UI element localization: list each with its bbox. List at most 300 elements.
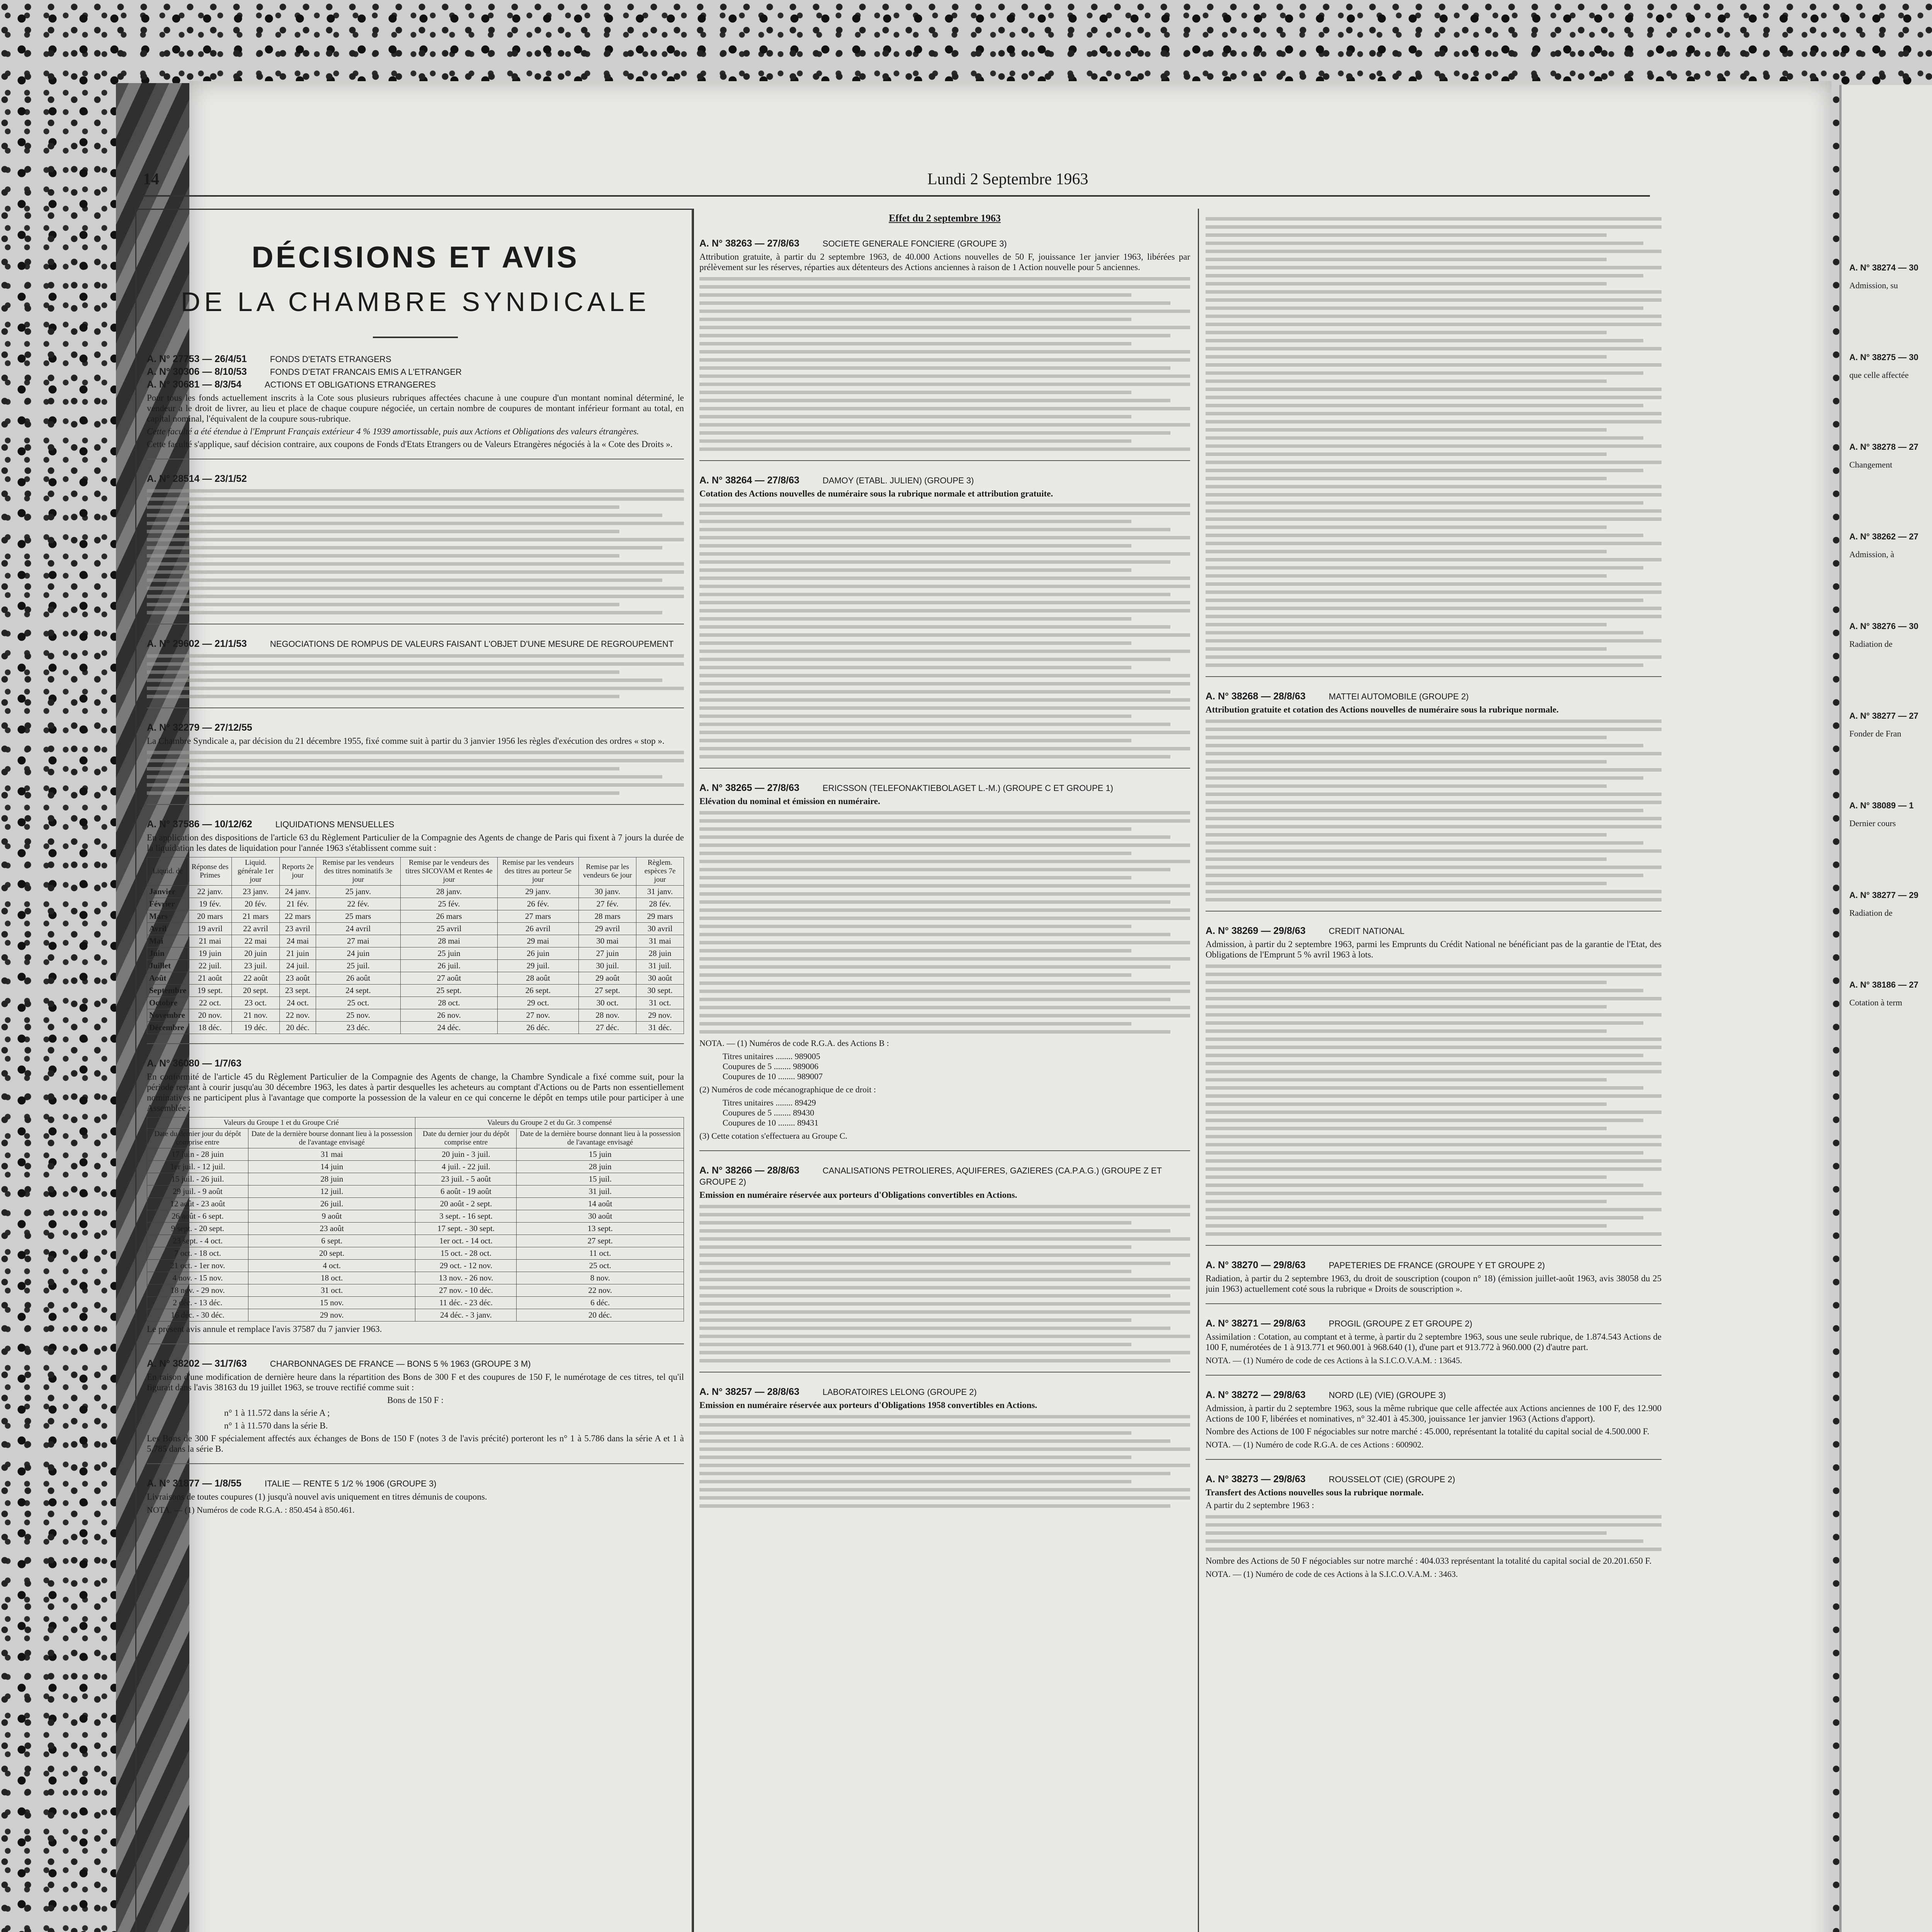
code-line: Coupures de 5 ........ 989006	[723, 1061, 819, 1071]
table-cell: 23 août	[280, 972, 316, 985]
notice-subject: LIQUIDATIONS MENSUELLES	[275, 820, 395, 829]
table-row	[147, 1210, 684, 1223]
notice-paragraph: La Chambre Syndicale a, par décision du 21 décembre 1955, fixé comme suit à partir du 3 janvier 1956 les règles d'exécution des ordres « stop ».	[147, 736, 665, 746]
notice-number: A. N° 38265 — 27/8/63	[699, 782, 799, 793]
table-cell: 28 fév.	[636, 898, 684, 910]
table-cell: Décembre	[147, 1022, 189, 1034]
notice-fragment: Radiation de	[1849, 639, 1893, 649]
table-body	[147, 886, 684, 1034]
notice-number: A. N° 29602 — 21/1/53	[147, 638, 247, 649]
notice-number: A. N° 38277 — 29	[1849, 890, 1918, 900]
table-cell: 24 oct.	[280, 997, 316, 1009]
notice-number: A. N° 38276 — 30	[1849, 621, 1918, 631]
table-cell: 30 août	[517, 1210, 684, 1223]
separator	[147, 804, 684, 805]
notice-subject: SOCIETE GENERALE FONCIERE (GROUPE 3)	[822, 239, 1007, 248]
table-cell: 27 fév.	[579, 898, 636, 910]
table-cell: 28 mars	[579, 910, 636, 923]
table-cell: Septembre	[147, 985, 189, 997]
table-cell: 11 déc. - 23 déc.	[415, 1297, 517, 1309]
table-cell: Octobre	[147, 997, 189, 1009]
table-row	[147, 910, 684, 923]
table-cell: 29 oct.	[497, 997, 579, 1009]
notice-ref	[699, 1386, 1190, 1398]
table-cell: 20 sept.	[231, 985, 280, 997]
table-cell: 27 nov.	[497, 1009, 579, 1022]
table-row	[147, 947, 684, 960]
table-cell: 27 juin	[579, 947, 636, 960]
notice-number: A. N° 28514 — 23/1/52	[147, 473, 247, 484]
code-line: Titres unitaires ........ 89429	[723, 1098, 816, 1107]
table-cell: 15 oct. - 28 oct.	[415, 1247, 517, 1260]
notice-fragment: Changement	[1849, 460, 1893, 469]
table-cell: 26 mars	[401, 910, 497, 923]
notice-ref	[699, 782, 1190, 794]
notice-number: A. N° 38269 — 29/8/63	[1206, 925, 1306, 936]
notice-fragment: Admission, à	[1849, 549, 1895, 559]
table-cell: 4 oct.	[248, 1260, 415, 1272]
notice-number: A. N° 38268 — 28/8/63	[1206, 691, 1306, 702]
table-cell: 29 mai	[497, 935, 579, 947]
table-body	[147, 1148, 684, 1321]
table-row	[147, 1173, 684, 1185]
table-header: Remise par le vendeurs des titres SICOVAM et Rentes 4e jour	[401, 857, 497, 886]
table-cell: 26 avril	[497, 923, 579, 935]
table-cell: 31 juil.	[517, 1185, 684, 1198]
table-cell: 25 sept.	[401, 985, 497, 997]
table-cell: Juin	[147, 947, 189, 960]
notice-paragraph: Transfert des Actions nouvelles sous la rubrique normale.	[1206, 1488, 1424, 1497]
table-cell: 28 juin	[636, 947, 684, 960]
table-cell: 30 avril	[636, 923, 684, 935]
table-cell: 23 oct.	[231, 997, 280, 1009]
table-row	[147, 1185, 684, 1198]
table-row	[147, 1284, 684, 1297]
illegible-text-block	[1206, 1515, 1662, 1551]
code-line: Coupures de 10 ........ 989007	[723, 1071, 823, 1081]
section-subtitle: DE LA CHAMBRE SYNDICALE	[180, 287, 650, 317]
table-header: Remise par les vendeurs des titres au porteur 5e jour	[497, 857, 579, 886]
notice-number: A. N° 30681 — 8/3/54	[147, 379, 242, 390]
table-header-row	[147, 1117, 684, 1129]
table-cell: 22 avril	[231, 923, 280, 935]
table-cell: Février	[147, 898, 189, 910]
column-a	[147, 213, 684, 1932]
table-cell: 29 juil.	[497, 960, 579, 972]
table-cell: 27 mars	[497, 910, 579, 923]
table-cell: 18 déc.	[189, 1022, 231, 1034]
title-rule	[373, 337, 458, 338]
table-cell: 31 oct.	[248, 1284, 415, 1297]
liquidation-table	[147, 857, 684, 1034]
table-cell: 27 août	[401, 972, 497, 985]
notice-number: A. N° 36080 — 1/7/63	[147, 1058, 242, 1069]
notice-number: A. N° 32279 — 27/12/55	[147, 722, 252, 733]
table-cell: Août	[147, 972, 189, 985]
table-cell: 19 avril	[189, 923, 231, 935]
notice-number: A. N° 38262 — 27	[1849, 532, 1918, 541]
page-header	[189, 81, 1673, 112]
table-cell: 20 sept.	[248, 1247, 415, 1260]
table-cell: 23 janv.	[231, 886, 280, 898]
table-row	[147, 1198, 684, 1210]
table-cell: 28 oct.	[401, 997, 497, 1009]
notice-number: A. N° 38257 — 28/8/63	[699, 1386, 799, 1397]
code-line: Coupures de 5 ........ 89430	[723, 1108, 815, 1117]
notice-ref	[699, 238, 1190, 249]
table-cell: 25 oct.	[316, 997, 401, 1009]
code-line: Titres unitaires ........ 989005	[723, 1051, 820, 1061]
table-cell: 28 nov.	[579, 1009, 636, 1022]
notice-subject: DAMOY (ETABL. JULIEN) (GROUPE 3)	[822, 476, 974, 485]
notice-subject: FONDS D'ETATS ETRANGERS	[270, 354, 391, 364]
table-cell: 24 juil.	[280, 960, 316, 972]
table-cell: 20 juin	[231, 947, 280, 960]
table-row	[147, 935, 684, 947]
column-c	[1206, 213, 1662, 1932]
table-cell: 20 août - 2 sept.	[415, 1198, 517, 1210]
notice-footnote: NOTA. — (1) Numéros de code R.G.A. des Actions B :	[699, 1038, 889, 1048]
separator	[1206, 911, 1662, 912]
table-cell: 28 mai	[401, 935, 497, 947]
table-row	[147, 1235, 684, 1247]
table-cell: 15 juil. - 26 juil.	[147, 1173, 248, 1185]
table-cell: 8 nov.	[517, 1272, 684, 1284]
table-cell: 24 sept.	[316, 985, 401, 997]
table-cell: 13 nov. - 26 nov.	[415, 1272, 517, 1284]
table-header-row	[147, 857, 684, 886]
table-cell: 17 sept. - 30 sept.	[415, 1223, 517, 1235]
table-cell: 30 oct.	[579, 997, 636, 1009]
notice-footnote: NOTA. — (1) Numéro de code de ces Actions à la S.I.C.O.V.A.M. : 3463.	[1206, 1569, 1458, 1579]
illegible-text-block	[699, 1205, 1190, 1362]
table-header-row	[147, 1129, 684, 1148]
table-header: Date du dernier jour du dépôt comprise entre	[147, 1129, 248, 1148]
notice-paragraph: Cotation des Actions nouvelles de numéraire sous la rubrique normale et attribution gratuite.	[699, 489, 1053, 498]
table-cell: 4 juil. - 22 juil.	[415, 1161, 517, 1173]
table-cell: 30 mai	[579, 935, 636, 947]
notice-number: A. N° 38266 — 28/8/63	[699, 1165, 799, 1176]
table-cell: 24 déc. - 3 janv.	[415, 1309, 517, 1321]
illegible-text-block	[147, 489, 684, 614]
table-row	[147, 898, 684, 910]
table-cell: 30 juil.	[579, 960, 636, 972]
table-cell: 18 oct.	[248, 1272, 415, 1284]
table-cell: 31 mai	[636, 935, 684, 947]
table-row	[147, 923, 684, 935]
table-cell: 24 avril	[316, 923, 401, 935]
notice-paragraph: En application des dispositions de l'article 63 du Règlement Particulier de la Compagnie des Agents de change de Paris qui fixent à 7 jours la durée de la liquidation les dates de liquidation pour l'année 1963 s'établissent comme suit :	[147, 833, 684, 853]
table-header: Date de la dernière bourse donnant lieu à la possession de l'avantage envisagé	[248, 1129, 415, 1148]
table-cell: 30 août	[636, 972, 684, 985]
header-rule	[143, 195, 1650, 197]
table-cell: 22 juil.	[189, 960, 231, 972]
separator	[699, 460, 1190, 461]
table-cell: 29 août	[579, 972, 636, 985]
table-cell: 1er juil. - 12 juil.	[147, 1161, 248, 1173]
notice-footnote: (3) Cette cotation s'effectuera au Groupe C.	[699, 1131, 847, 1141]
table-header: Liquid. de	[147, 857, 189, 886]
table-cell: 27 déc.	[579, 1022, 636, 1034]
table-header: Valeurs du Groupe 1 et du Groupe Crié	[147, 1117, 415, 1129]
notice-ref	[1206, 1474, 1662, 1485]
table-cell: 2 déc. - 13 déc.	[147, 1297, 248, 1309]
table-header: Reports 2e jour	[280, 857, 316, 886]
separator	[1206, 676, 1662, 677]
table-row	[147, 1223, 684, 1235]
notice-number: A. N° 38263 — 27/8/63	[699, 238, 799, 249]
notice-subject: NORD (LE) (VIE) (GROUPE 3)	[1328, 1390, 1446, 1400]
separator	[147, 707, 684, 708]
table-row	[147, 1260, 684, 1272]
table-cell: 21 août	[189, 972, 231, 985]
table-cell: 24 déc.	[401, 1022, 497, 1034]
table-cell: 24 janv.	[280, 886, 316, 898]
notice-paragraph: Les Bons de 300 F spécialement affectés aux échanges de Bons de 150 F (notes 3 de l'avis précité) porteront les n° 1 à 5.786 dans la série A et 1 à 5.785 dans la série B.	[147, 1434, 684, 1454]
table-cell: 1er oct. - 14 oct.	[415, 1235, 517, 1247]
illegible-text-block	[1206, 217, 1662, 667]
notice-subject: ITALIE — RENTE 5 1/2 % 1906 (GROUPE 3)	[264, 1479, 437, 1488]
notice-footnote: (2) Numéros de code mécanographique de ce droit :	[699, 1085, 876, 1094]
table-cell: 22 nov.	[280, 1009, 316, 1022]
table-cell: 29 janv.	[497, 886, 579, 898]
notice-number: A. N° 38278 — 27	[1849, 442, 1918, 452]
table-cell: 29 mars	[636, 910, 684, 923]
table-cell: 23 juil.	[231, 960, 280, 972]
table-cell: 9 août	[248, 1210, 415, 1223]
table-cell: 19 juin	[189, 947, 231, 960]
notice-fragment: Fonder de Fran	[1849, 729, 1901, 738]
table-cell: 30 janv.	[579, 886, 636, 898]
notice-paragraph: Admission, à partir du 2 septembre 1963, sous la même rubrique que celle affectée aux Actions anciennes de 100 F, des 12.900 Actions de 100 F, libérées et nominatives, n° 32.401 à 45.300, jouissance 1er janvier 1963 (Actions d'apport).	[1206, 1403, 1662, 1423]
notice-ref	[1206, 1389, 1662, 1401]
issue-date: Lundi 2 Septembre 1963	[927, 170, 1088, 188]
assembly-deposit-table	[147, 1117, 684, 1321]
table-cell: 14 juin	[248, 1161, 415, 1173]
table-header: Valeurs du Groupe 2 et du Gr. 3 compensé	[415, 1117, 684, 1129]
table-cell: 22 mars	[280, 910, 316, 923]
table-cell: 27 sept.	[579, 985, 636, 997]
notice-number: A. N° 38277 — 27	[1849, 711, 1918, 721]
table-cell: 21 juin	[280, 947, 316, 960]
table-cell: 20 juin - 3 juil.	[415, 1148, 517, 1161]
notice-ref	[147, 379, 684, 390]
table-cell: 30 sept.	[636, 985, 684, 997]
table-cell: 29 nov.	[636, 1009, 684, 1022]
table-cell: 22 oct.	[189, 997, 231, 1009]
separator	[147, 1463, 684, 1464]
table-cell: 26 juin	[497, 947, 579, 960]
notice-fragment: Cotation à term	[1849, 998, 1902, 1007]
table-cell: 23 juil. - 5 août	[415, 1173, 517, 1185]
notice-fragment: Radiation de	[1849, 908, 1893, 918]
table-cell: 20 déc.	[280, 1022, 316, 1034]
notice-paragraph: Emission en numéraire réservée aux porteurs d'Obligations convertibles en Actions.	[699, 1190, 1017, 1200]
notice-fragment: que celle affectée	[1849, 370, 1909, 380]
table-cell: 4 nov. - 15 nov.	[147, 1272, 248, 1284]
notice-number: A. N° 38264 — 27/8/63	[699, 475, 799, 486]
table-cell: 6 sept.	[248, 1235, 415, 1247]
adjacent-page	[1839, 85, 1932, 1932]
table-cell: 7 oct. - 18 oct.	[147, 1247, 248, 1260]
table-row	[147, 1297, 684, 1309]
notice-subject: CREDIT NATIONAL	[1328, 926, 1405, 936]
table-cell: 25 juil.	[316, 960, 401, 972]
table-cell: 25 mars	[316, 910, 401, 923]
notice-fragment: Dernier cours	[1849, 818, 1896, 828]
notice-subject: ACTIONS ET OBLIGATIONS ETRANGERES	[264, 380, 436, 389]
table-cell: 26 fév.	[497, 898, 579, 910]
table-row	[147, 972, 684, 985]
notice-number: A. N° 38271 — 29/8/63	[1206, 1318, 1306, 1329]
page-number: 14	[143, 170, 159, 188]
table-cell: 28 juin	[517, 1161, 684, 1173]
notice-subject: PAPETERIES DE FRANCE (GROUPE Y ET GROUPE 2)	[1328, 1260, 1545, 1270]
section-title: DÉCISIONS ET AVIS	[252, 240, 579, 274]
table-cell: 9 sept. - 20 sept.	[147, 1223, 248, 1235]
column-heading: Effet du 2 septembre 1963	[889, 213, 1001, 224]
notice-paragraph: Bons de 150 F :	[387, 1395, 444, 1405]
table-cell: 15 nov.	[248, 1297, 415, 1309]
notice-paragraph: Admission, à partir du 2 septembre 1963, parmi les Emprunts du Crédit National ne bénéficiant pas de la garantie de l'Etat, des Obligations de l'Emprunt 5 % avril 1963 à lots.	[1206, 939, 1662, 959]
table-cell: 20 fév.	[231, 898, 280, 910]
notice-ref	[1206, 925, 1662, 937]
notice-ref	[147, 722, 684, 733]
table-cell: 23 sept. - 4 oct.	[147, 1235, 248, 1247]
notice-subject: MATTEI AUTOMOBILE (GROUPE 2)	[1328, 692, 1469, 701]
table-cell: 25 fév.	[401, 898, 497, 910]
table-row	[147, 1148, 684, 1161]
table-cell: 31 janv.	[636, 886, 684, 898]
code-line: Coupures de 10 ........ 89431	[723, 1118, 819, 1128]
table-cell: 24 mai	[280, 935, 316, 947]
notice-paragraph: Pour tous les fonds actuellement inscrits à la Cote sous plusieurs rubriques affectées chacune à une coupure d'un montant nominal déterminé, le vendeur a le droit de livrer, au lieu et place de chaque coupure négociée, un certain nombre de coupures de montant inférieur formant au total, en capital nominal, l'équivalent de la coupure sous-rubrique.	[147, 393, 684, 423]
notice-ref	[147, 1058, 684, 1069]
running-header	[143, 164, 1650, 199]
table-row	[147, 1272, 684, 1284]
notice-paragraph: Assimilation : Cotation, au comptant et à terme, à partir du 2 septembre 1963, sous une seule rubrique, de 1.874.543 Actions de 100 F, numérotées de 1 à 913.771 et 960.001 à 968.640 (1), d'une part et 913.772 à 960.000 (2) d'autre part.	[1206, 1332, 1662, 1352]
column-rule	[692, 209, 693, 1932]
table-cell: 14 août	[517, 1198, 684, 1210]
notice-ref	[147, 366, 684, 378]
illegible-text-block	[147, 751, 684, 795]
column-rule	[1198, 209, 1199, 1932]
table-cell: 28 janv.	[401, 886, 497, 898]
separator	[1206, 1375, 1662, 1376]
table-cell: 13 sept.	[517, 1223, 684, 1235]
notice-subject: NEGOCIATIONS DE ROMPUS DE VALEURS FAISANT L'OBJET D'UNE MESURE DE REGROUPEMENT	[270, 639, 674, 649]
table-cell: Avril	[147, 923, 189, 935]
notice-number: A. N° 31877 — 1/8/55	[147, 1478, 242, 1489]
notice-paragraph: Emission en numéraire réservée aux porteurs d'Obligations 1958 convertibles en Actions.	[699, 1400, 1037, 1410]
notice-number: A. N° 27753 — 26/4/51	[147, 354, 247, 364]
table-cell: 25 juin	[401, 947, 497, 960]
notice-ref	[147, 819, 684, 830]
table-cell: Mars	[147, 910, 189, 923]
notice-paragraph: Cette faculté a été étendue à l'Emprunt Français extérieur 4 % 1939 amortissable, puis aux Actions et Obligations des valeurs étrangères.	[147, 427, 639, 436]
table-cell: Juillet	[147, 960, 189, 972]
table-cell: 18 nov. - 29 nov.	[147, 1284, 248, 1297]
notice-ref	[1206, 1318, 1662, 1329]
notice-number: A. N° 38275 — 30	[1849, 352, 1918, 362]
illegible-text-block	[1206, 719, 1662, 901]
table-cell: 23 août	[248, 1223, 415, 1235]
table-cell: 22 nov.	[517, 1284, 684, 1297]
notice-ref	[147, 1478, 684, 1489]
table-header: Liquid. générale 1er jour	[231, 857, 280, 886]
separator	[699, 768, 1190, 769]
table-cell: 3 sept. - 16 sept.	[415, 1210, 517, 1223]
table-header: Remise par les vendeurs des titres nominatifs 3e jour	[316, 857, 401, 886]
table-row	[147, 886, 684, 898]
table-cell: 21 mars	[231, 910, 280, 923]
table-cell: 6 août - 19 août	[415, 1185, 517, 1198]
notice-subject: CANALISATIONS PETROLIERES, AQUIFERES, GAZIERES (CA.P.A.G.) (GROUPE Z ET GROUPE 2)	[699, 1166, 1162, 1187]
notice-subject: FONDS D'ETAT FRANCAIS EMIS A L'ETRANGER	[270, 367, 462, 377]
table-cell: 22 fév.	[316, 898, 401, 910]
notice-paragraph: Attribution gratuite et cotation des Actions nouvelles de numéraire sous la rubrique normale.	[1206, 705, 1559, 714]
notice-ref	[1206, 691, 1662, 702]
table-cell: 26 août - 6 sept.	[147, 1210, 248, 1223]
notice-footnote: NOTA. — (1) Numéro de code R.G.A. de ces Actions : 600902.	[1206, 1440, 1424, 1449]
table-cell: 26 sept.	[497, 985, 579, 997]
illegible-text-block	[699, 811, 1190, 1034]
table-header: Date du dernier jour du dépôt comprise entre	[415, 1129, 517, 1148]
table-cell: 25 avril	[401, 923, 497, 935]
notice-ref	[699, 475, 1190, 486]
table-cell: 23 déc.	[316, 1022, 401, 1034]
table-cell: 6 déc.	[517, 1297, 684, 1309]
notice-paragraph: En raison d'une modification de dernière heure dans la répartition des Bons de 300 F et des coupures de 150 F, le numérotage de ces titres, tel qu'il figurait dans l'avis 38163 du 19 juillet 1963, se trouve rectifié comme suit :	[147, 1372, 684, 1392]
notice-number: A. N° 38186 — 27	[1849, 980, 1918, 990]
notice-subject: CHARBONNAGES DE FRANCE — BONS 5 % 1963 (GROUPE 3 M)	[270, 1359, 531, 1369]
table-cell: 29 juil. - 9 août	[147, 1185, 248, 1198]
table-cell: 21 oct. - 1er nov.	[147, 1260, 248, 1272]
table-row	[147, 985, 684, 997]
notice-number: A. N° 38274 — 30	[1849, 263, 1918, 272]
notice-paragraph: Attribution gratuite, à partir du 2 septembre 1963, de 40.000 Actions nouvelles de 50 F, jouissance 1er janvier 1963, libérées par prélèvement sur les réserves, réparties aux détenteurs des Actions anciennes à raison de 1 Action nouvelle pour 5 anciennes.	[699, 252, 1190, 272]
table-cell: 22 janv.	[189, 886, 231, 898]
table-row	[147, 1009, 684, 1022]
separator	[1206, 1303, 1662, 1304]
table-cell: 27 sept.	[517, 1235, 684, 1247]
separator	[1206, 1459, 1662, 1460]
table-cell: 26 déc.	[497, 1022, 579, 1034]
table-row	[147, 960, 684, 972]
column-b	[699, 213, 1190, 1932]
notice-subject: PROGIL (GROUPE Z ET GROUPE 2)	[1328, 1319, 1473, 1328]
notice-ref	[699, 1165, 1190, 1187]
code-list	[723, 1051, 1190, 1082]
table-header: Date de la dernière bourse donnant lieu à la possession de l'avantage envisagé	[517, 1129, 684, 1148]
notice-paragraph: Nombre des Actions de 100 F négociables sur notre marché : 45.000, représentant la totalité du capital social de 4.500.000 F.	[1206, 1427, 1650, 1436]
table-cell: 31 juil.	[636, 960, 684, 972]
table-cell: 27 nov. - 10 déc.	[415, 1284, 517, 1297]
table-cell: 12 août - 23 août	[147, 1198, 248, 1210]
separator	[147, 1043, 684, 1044]
table-cell: 26 juil.	[248, 1198, 415, 1210]
table-cell: 31 déc.	[636, 1022, 684, 1034]
table-cell: 21 nov.	[231, 1009, 280, 1022]
table-cell: 31 mai	[248, 1148, 415, 1161]
table-cell: 25 nov.	[316, 1009, 401, 1022]
table-cell: 22 mai	[231, 935, 280, 947]
table-cell: 22 août	[231, 972, 280, 985]
table-row	[147, 1309, 684, 1321]
table-cell: 19 sept.	[189, 985, 231, 997]
separator	[699, 1150, 1190, 1151]
table-cell: Novembre	[147, 1009, 189, 1022]
